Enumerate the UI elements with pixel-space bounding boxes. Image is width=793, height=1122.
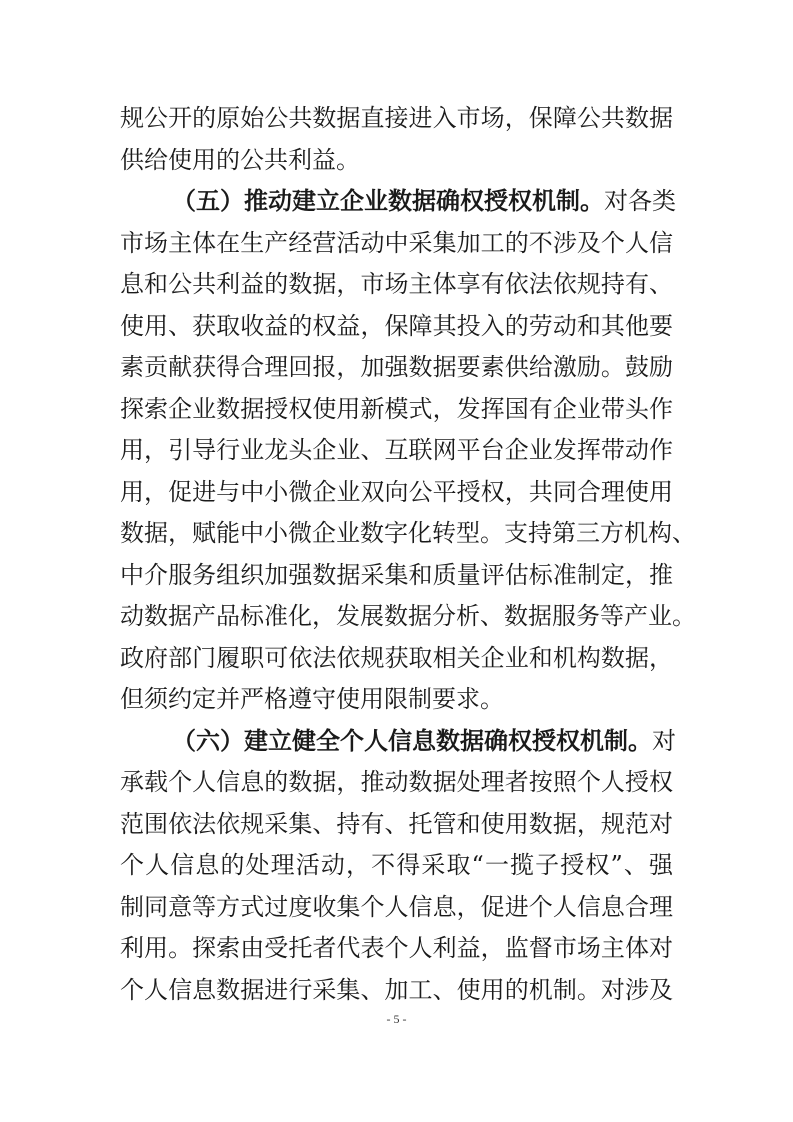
paragraph-line: 政府部门履职可依法依规获取相关企业和机构数据， bbox=[120, 643, 673, 672]
paragraph-line: 供给使用的公共利益。 bbox=[120, 145, 360, 174]
paragraph-line: 使用、获取收益的权益，保障其投入的劳动和其他要 bbox=[120, 311, 673, 340]
paragraph-line: 数据，赋能中小微企业数字化转型。支持第三方机构、 bbox=[120, 519, 696, 547]
paragraph-line: 用，促进与中小微企业双向公平授权，共同合理使用 bbox=[120, 477, 673, 506]
section5-heading: （五）推动建立企业数据确权授权机制。 bbox=[172, 187, 604, 215]
paragraph-line: 素贡献获得合理回报，加强数据要素供给激励。鼓励 bbox=[120, 353, 673, 381]
paragraph-line: 个人信息的处理活动，不得采取“一揽子授权”、强 bbox=[120, 851, 673, 879]
paragraph-line: 承载个人信息的数据，推动数据处理者按照个人授权 bbox=[120, 768, 673, 796]
paragraph-line: 个人信息数据进行采集、加工、使用的机制。对涉及 bbox=[120, 975, 673, 1004]
page-number: - 5 - bbox=[386, 1012, 407, 1026]
paragraph-line: 市场主体在生产经营活动中采集加工的不涉及个人信 bbox=[120, 228, 673, 257]
paragraph-line: 中介服务组织加强数据采集和质量评估标准制定，推 bbox=[120, 560, 673, 589]
paragraph-line: 息和公共利益的数据，市场主体享有依法依规持有、 bbox=[120, 270, 673, 298]
paragraph-line: 利用。探索由受托者代表个人利益，监督市场主体对 bbox=[120, 934, 673, 962]
paragraph-line: 探索企业数据授权使用新模式，发挥国有企业带头作 bbox=[120, 394, 673, 423]
section6-heading: （六）建立健全个人信息数据确权授权机制。 bbox=[172, 726, 652, 755]
paragraph-line: 用，引导行业龙头企业、互联网平台企业发挥带动作 bbox=[120, 436, 673, 464]
paragraph-line: 制同意等方式过度收集个人信息，促进个人信息合理 bbox=[120, 892, 673, 921]
section6-first-line-rest: 对 bbox=[652, 726, 676, 755]
paragraph-line: 范围依法依规采集、持有、托管和使用数据，规范对 bbox=[120, 809, 673, 838]
section5-first-line bbox=[120, 181, 676, 223]
document-body bbox=[120, 98, 696, 1011]
paragraph-line: 规公开的原始公共数据直接进入市场，保障公共数据 bbox=[120, 104, 673, 132]
paragraph-line: 但须约定并严格遵守使用限制要求。 bbox=[120, 685, 504, 713]
paragraph-line: 动数据产品标准化，发展数据分析、数据服务等产业。 bbox=[120, 602, 696, 630]
section5-first-line-rest: 对各类 bbox=[604, 187, 676, 215]
section6-first-line bbox=[120, 721, 676, 763]
